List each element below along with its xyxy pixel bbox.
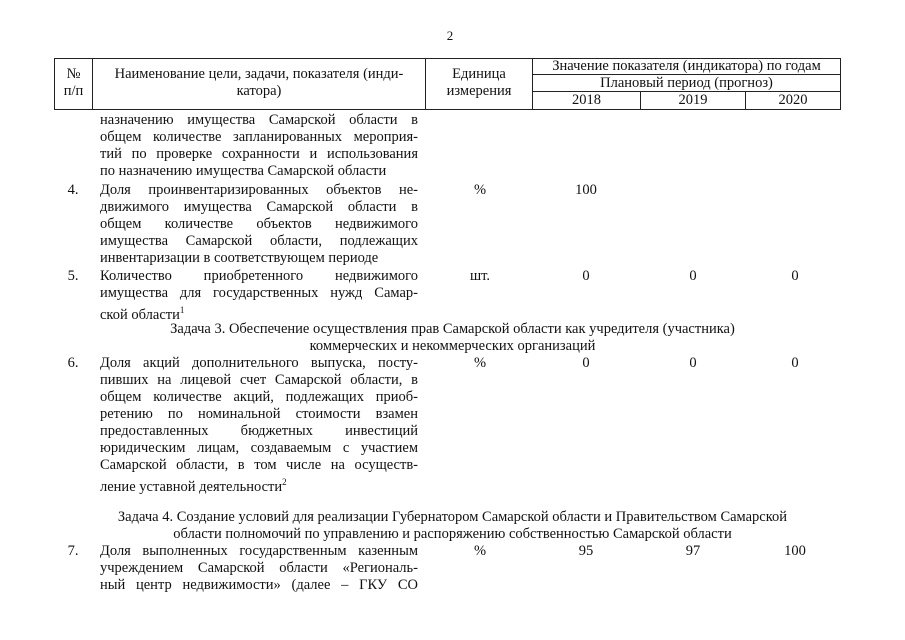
- unit-cell: шт.: [469, 268, 491, 284]
- value-2019-cell: 0: [689, 355, 697, 371]
- header-year-2019: 2019: [678, 92, 708, 108]
- row-number: 7.: [67, 543, 79, 559]
- value-2018-cell: 0: [582, 268, 590, 284]
- value-2019-cell: 97: [685, 543, 701, 559]
- value-2020-cell: 0: [791, 268, 799, 284]
- footnote-marker: 2: [282, 477, 287, 487]
- footnote-marker: 1: [179, 305, 185, 315]
- header-number-column: № п/п: [63, 66, 84, 99]
- header-name-column: Наименование цели, задачи, показателя (инди- катора): [114, 66, 404, 99]
- unit-cell: %: [473, 355, 487, 371]
- row-number: 4.: [67, 182, 79, 198]
- value-2020-cell: 100: [784, 543, 806, 559]
- unit-cell: %: [473, 543, 487, 559]
- value-2020-cell: 0: [791, 355, 799, 371]
- header-value-group: Значение показателя (индикатора) по годам: [552, 58, 821, 74]
- row-number: 5.: [67, 268, 79, 284]
- header-year-2018: 2018: [572, 92, 601, 108]
- header-year-2020: 2020: [778, 92, 808, 108]
- value-2018-cell: 95: [578, 543, 594, 559]
- header-plan-period: Плановый период (прогноз): [600, 75, 773, 91]
- value-2019-cell: 0: [689, 268, 697, 284]
- value-2018-cell: 0: [582, 355, 590, 371]
- header-unit-column: Единица измерения: [446, 66, 512, 99]
- unit-cell: %: [473, 182, 487, 198]
- row-number: 6.: [67, 355, 79, 371]
- page-number: 2: [446, 28, 454, 43]
- value-2018-cell: 100: [575, 182, 597, 198]
